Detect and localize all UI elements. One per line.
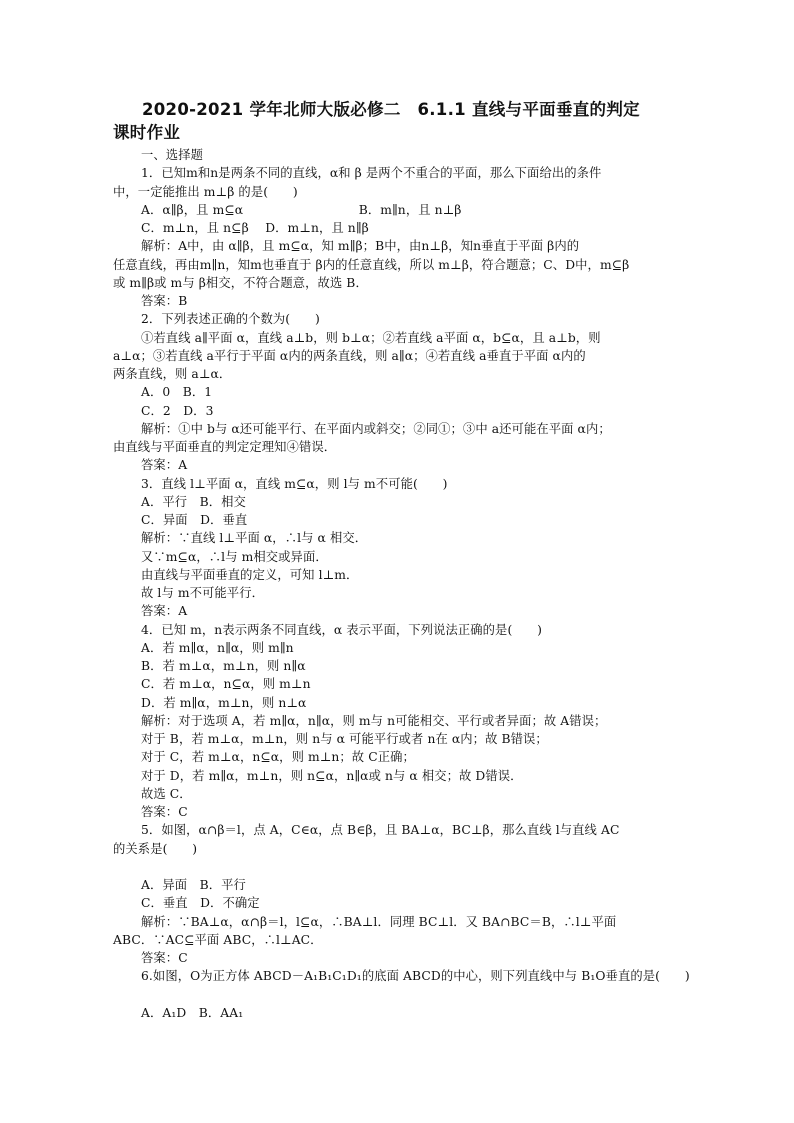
text-line: 答案：B [141, 294, 188, 308]
text-line: 解析：∵BA⊥α，α∩β＝l，l⊆α，∴BA⊥l．同理 BC⊥l．又 BA∩BC＝B，∴l⊥平面 [141, 914, 617, 929]
text-line: C．m⊥n，且 n⊆β D．m⊥n，且 n∥β [141, 221, 369, 235]
text-line: 5．如图，α∩β＝l，点 A，C∈α，点 B∈β，且 BA⊥α，BC⊥β，那么直线 l与直线 AC [141, 823, 620, 838]
text-line: 的关系是( ) [113, 841, 198, 856]
text-line: 答案：A [141, 604, 188, 619]
text-line: 又∵m⊆α，∴l与 m相交或异面． [141, 549, 328, 564]
text-line: A．0 B．1 [141, 385, 213, 400]
text-line: 由直线与平面垂直的判定定理知④错误． [113, 440, 337, 454]
text-line: C．若 m⊥α，n⊆α，则 m⊥n [141, 677, 311, 692]
text-line: ABC．∵AC⊆平面 ABC，∴l⊥AC． [113, 932, 323, 947]
text-line: 两条直线，则 a⊥α． [113, 367, 232, 381]
text-line: A．A₁D B．AA₁ [141, 1005, 244, 1020]
text-line: 故 l与 m不可能平行． [141, 586, 264, 600]
text-line: 解析：A中，由 α∥β，且 m⊆α，知 m∥β；B中，由n⊥β，知n垂直于平面 β内的 [141, 239, 580, 254]
text-line: D．若 m∥α，m⊥n，则 n⊥α [141, 695, 307, 710]
text-line: 6.如图，O为正方体 ABCD－A₁B₁C₁D₁的底面 ABCD的中心，则下列直线中与 B₁O垂直的是( ) [141, 969, 690, 984]
text-line: A．异面 B．平行 [141, 878, 246, 892]
text-line: 解析：对于选项 A，若 m∥α，n∥α，则 m与 n可能相交、平行或者异面；故 A错误； [141, 713, 607, 728]
text-line: 由直线与平面垂直的定义，可知 l⊥m． [141, 567, 359, 582]
text-line: C．垂直 D．不确定 [141, 896, 260, 911]
text-line: A．平行 B．相交 [141, 494, 246, 509]
text-line: A．α∥β，且 m⊆α B．m∥n，且 n⊥β [141, 202, 462, 217]
text-line: 答案：A [141, 458, 188, 473]
text-line: 答案：C [141, 805, 188, 819]
text-line: 3．直线 l⊥平面 α，直线 m⊆α，则 l与 m不可能( ) [141, 476, 448, 491]
text-line: 答案：C [141, 951, 188, 965]
doc-title-line-2: 课时作业 [113, 123, 181, 142]
text-line: C．2 D．3 [141, 403, 214, 418]
text-line: A．若 m∥α，n∥α，则 m∥n [141, 640, 294, 655]
text-line: C．异面 D．垂直 [141, 513, 248, 527]
text-line: 任意直线，再由m∥n，知m也垂直于 β内的任意直线，所以 m⊥β，符合题意；C、D中，m⊆β [113, 257, 630, 272]
doc-title-line-1: 2020-2021 学年北师大版必修二 6.1.1 直线与平面垂直的判定 [142, 100, 640, 119]
text-line: 1．已知m和n是两条不同的直线，α和 β 是两个不重合的平面，那么下面给出的条件 [141, 166, 602, 181]
text-line: 一、选择题 [141, 148, 203, 162]
text-line: 或 m∥β或 m与 β相交，不符合题意，故选 B． [113, 275, 368, 290]
text-line: 2．下列表述正确的个数为( ) [141, 312, 320, 327]
text-line: 4．已知 m，n表示两条不同直线，α 表示平面，下列说法正确的是( ) [141, 622, 543, 637]
text-line: 中，一定能推出 m⊥β 的是( ) [113, 184, 298, 199]
text-line: 对于 B，若 m⊥α，m⊥n，则 n与 α 可能平行或者 n在 α内；故 B错误； [141, 732, 548, 746]
text-line: 解析：∵直线 l⊥平面 α，∴l与 α 相交． [141, 531, 368, 546]
text-line: B．若 m⊥α，m⊥n，则 n∥α [141, 659, 306, 673]
text-line: 解析：①中 b与 α还可能平行、在平面内或斜交；②同①；③中 a还可能在平面 α内； [141, 421, 611, 436]
text-line: a⊥α；③若直线 a平行于平面 α内的两条直线，则 a∥α；④若直线 a垂直于平面 α内的 [113, 348, 586, 363]
text-line: 对于 D，若 m∥α，m⊥n，则 n⊆α，n∥α或 n与 α 相交；故 D错误． [141, 768, 523, 783]
text-line: 对于 C，若 m⊥α，n⊆α，则 m⊥n；故 C正确； [141, 750, 415, 765]
text-line: 故选 C． [141, 786, 192, 801]
text-line: ①若直线 a∥平面 α，直线 a⊥b，则 b⊥α；②若直线 a平面 α，b⊆α，且 a⊥b，则 [141, 330, 601, 345]
